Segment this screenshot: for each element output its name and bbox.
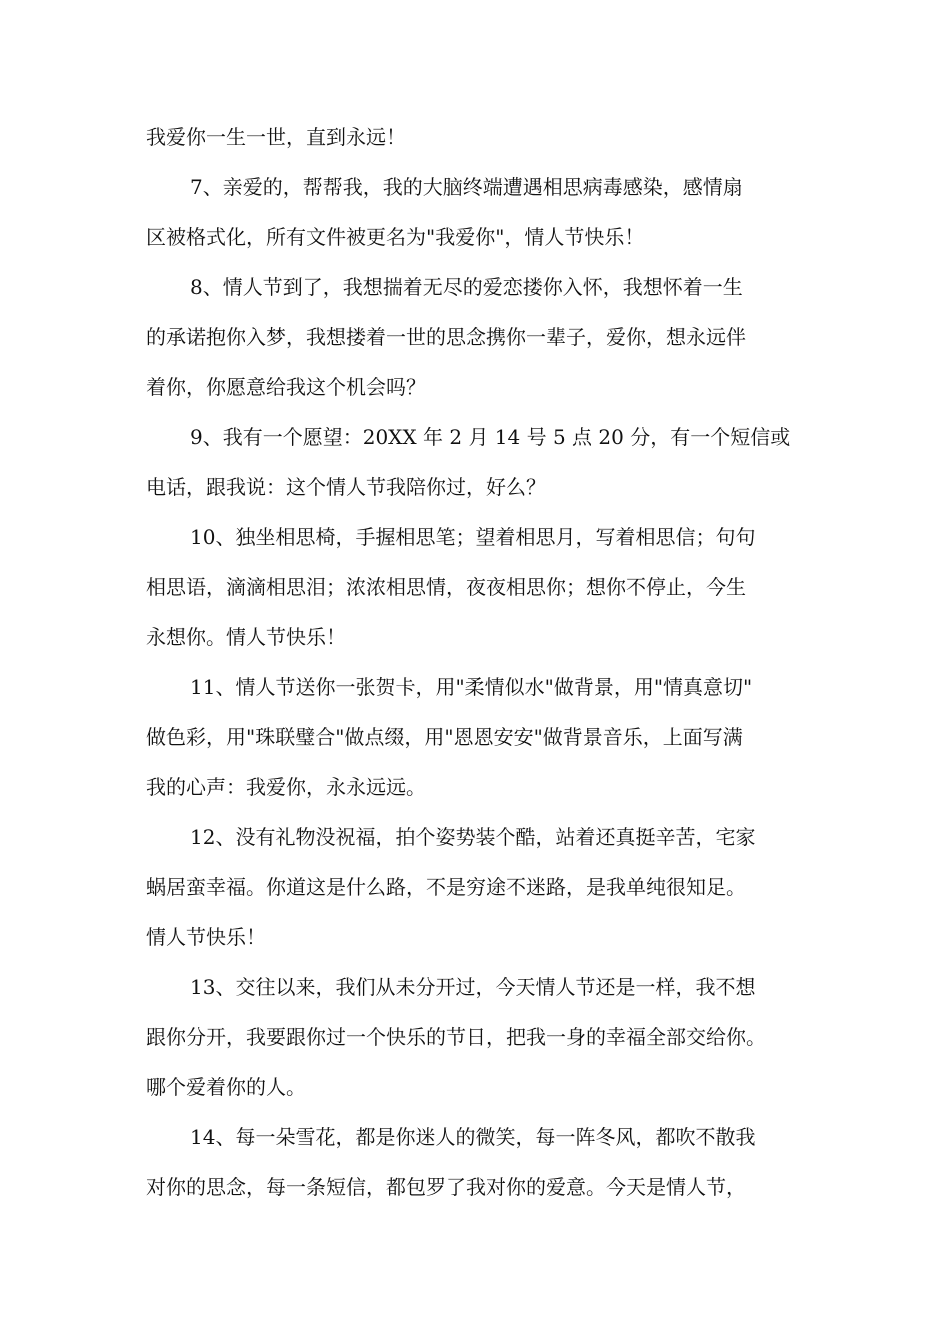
item-11-line-1: 11、情人节送你一张贺卡，用"柔情似水"做背景，用"情真意切"	[190, 675, 753, 699]
item-10-line-2: 相思语，滴滴相思泪；浓浓相思情，夜夜相思你；想你不停止，今生	[146, 575, 746, 599]
item-13-line-3: 哪个爱着你的人。	[146, 1075, 306, 1099]
item-9-line-2: 电话，跟我说：这个情人节我陪你过，好么？	[146, 475, 546, 499]
item-8-line-3: 着你，你愿意给我这个机会吗？	[146, 375, 426, 399]
item-7-line-2: 区被格式化，所有文件被更名为"我爱你"，情人节快乐！	[146, 225, 645, 249]
item-12-line-3: 情人节快乐！	[146, 925, 266, 949]
item-9-line-1: 9、我有一个愿望：20XX 年 2 月 14 号 5 点 20 分，有一个短信或	[190, 425, 791, 449]
item-10-line-3: 永想你。情人节快乐！	[146, 625, 346, 649]
item-11-line-2: 做色彩，用"珠联璧合"做点缀，用"恩恩安安"做背景音乐，上面写满	[146, 725, 743, 749]
item-11-line-3: 我的心声：我爱你，永永远远。	[146, 775, 426, 799]
item-8-line-2: 的承诺抱你入梦，我想搂着一世的思念携你一辈子，爱你，想永远伴	[146, 325, 746, 349]
item-14-line-1: 14、每一朵雪花，都是你迷人的微笑，每一阵冬风，都吹不散我	[190, 1125, 756, 1149]
item-12-line-2: 蜗居蛮幸福。你道这是什么路，不是穷途不迷路，是我单纯很知足。	[146, 875, 746, 899]
item-10-line-1: 10、独坐相思椅，手握相思笔；望着相思月，写着相思信；句句	[190, 525, 756, 549]
text-line: 我爱你一生一世，直到永远！	[146, 125, 406, 149]
item-14-line-2: 对你的思念，每一条短信，都包罗了我对你的爱意。今天是情人节，	[146, 1175, 746, 1199]
item-13-line-1: 13、交往以来，我们从未分开过，今天情人节还是一样，我不想	[190, 975, 756, 999]
item-12-line-1: 12、没有礼物没祝福，拍个姿势装个酷，站着还真挺辛苦，宅家	[190, 825, 756, 849]
item-7-line-1: 7、亲爱的，帮帮我，我的大脑终端遭遇相思病毒感染，感情扇	[190, 175, 743, 199]
item-8-line-1: 8、情人节到了，我想揣着无尽的爱恋搂你入怀，我想怀着一生	[190, 275, 743, 299]
document-body	[146, 112, 810, 1212]
item-13-line-2: 跟你分开，我要跟你过一个快乐的节日，把我一身的幸福全部交给你。	[146, 1025, 766, 1049]
